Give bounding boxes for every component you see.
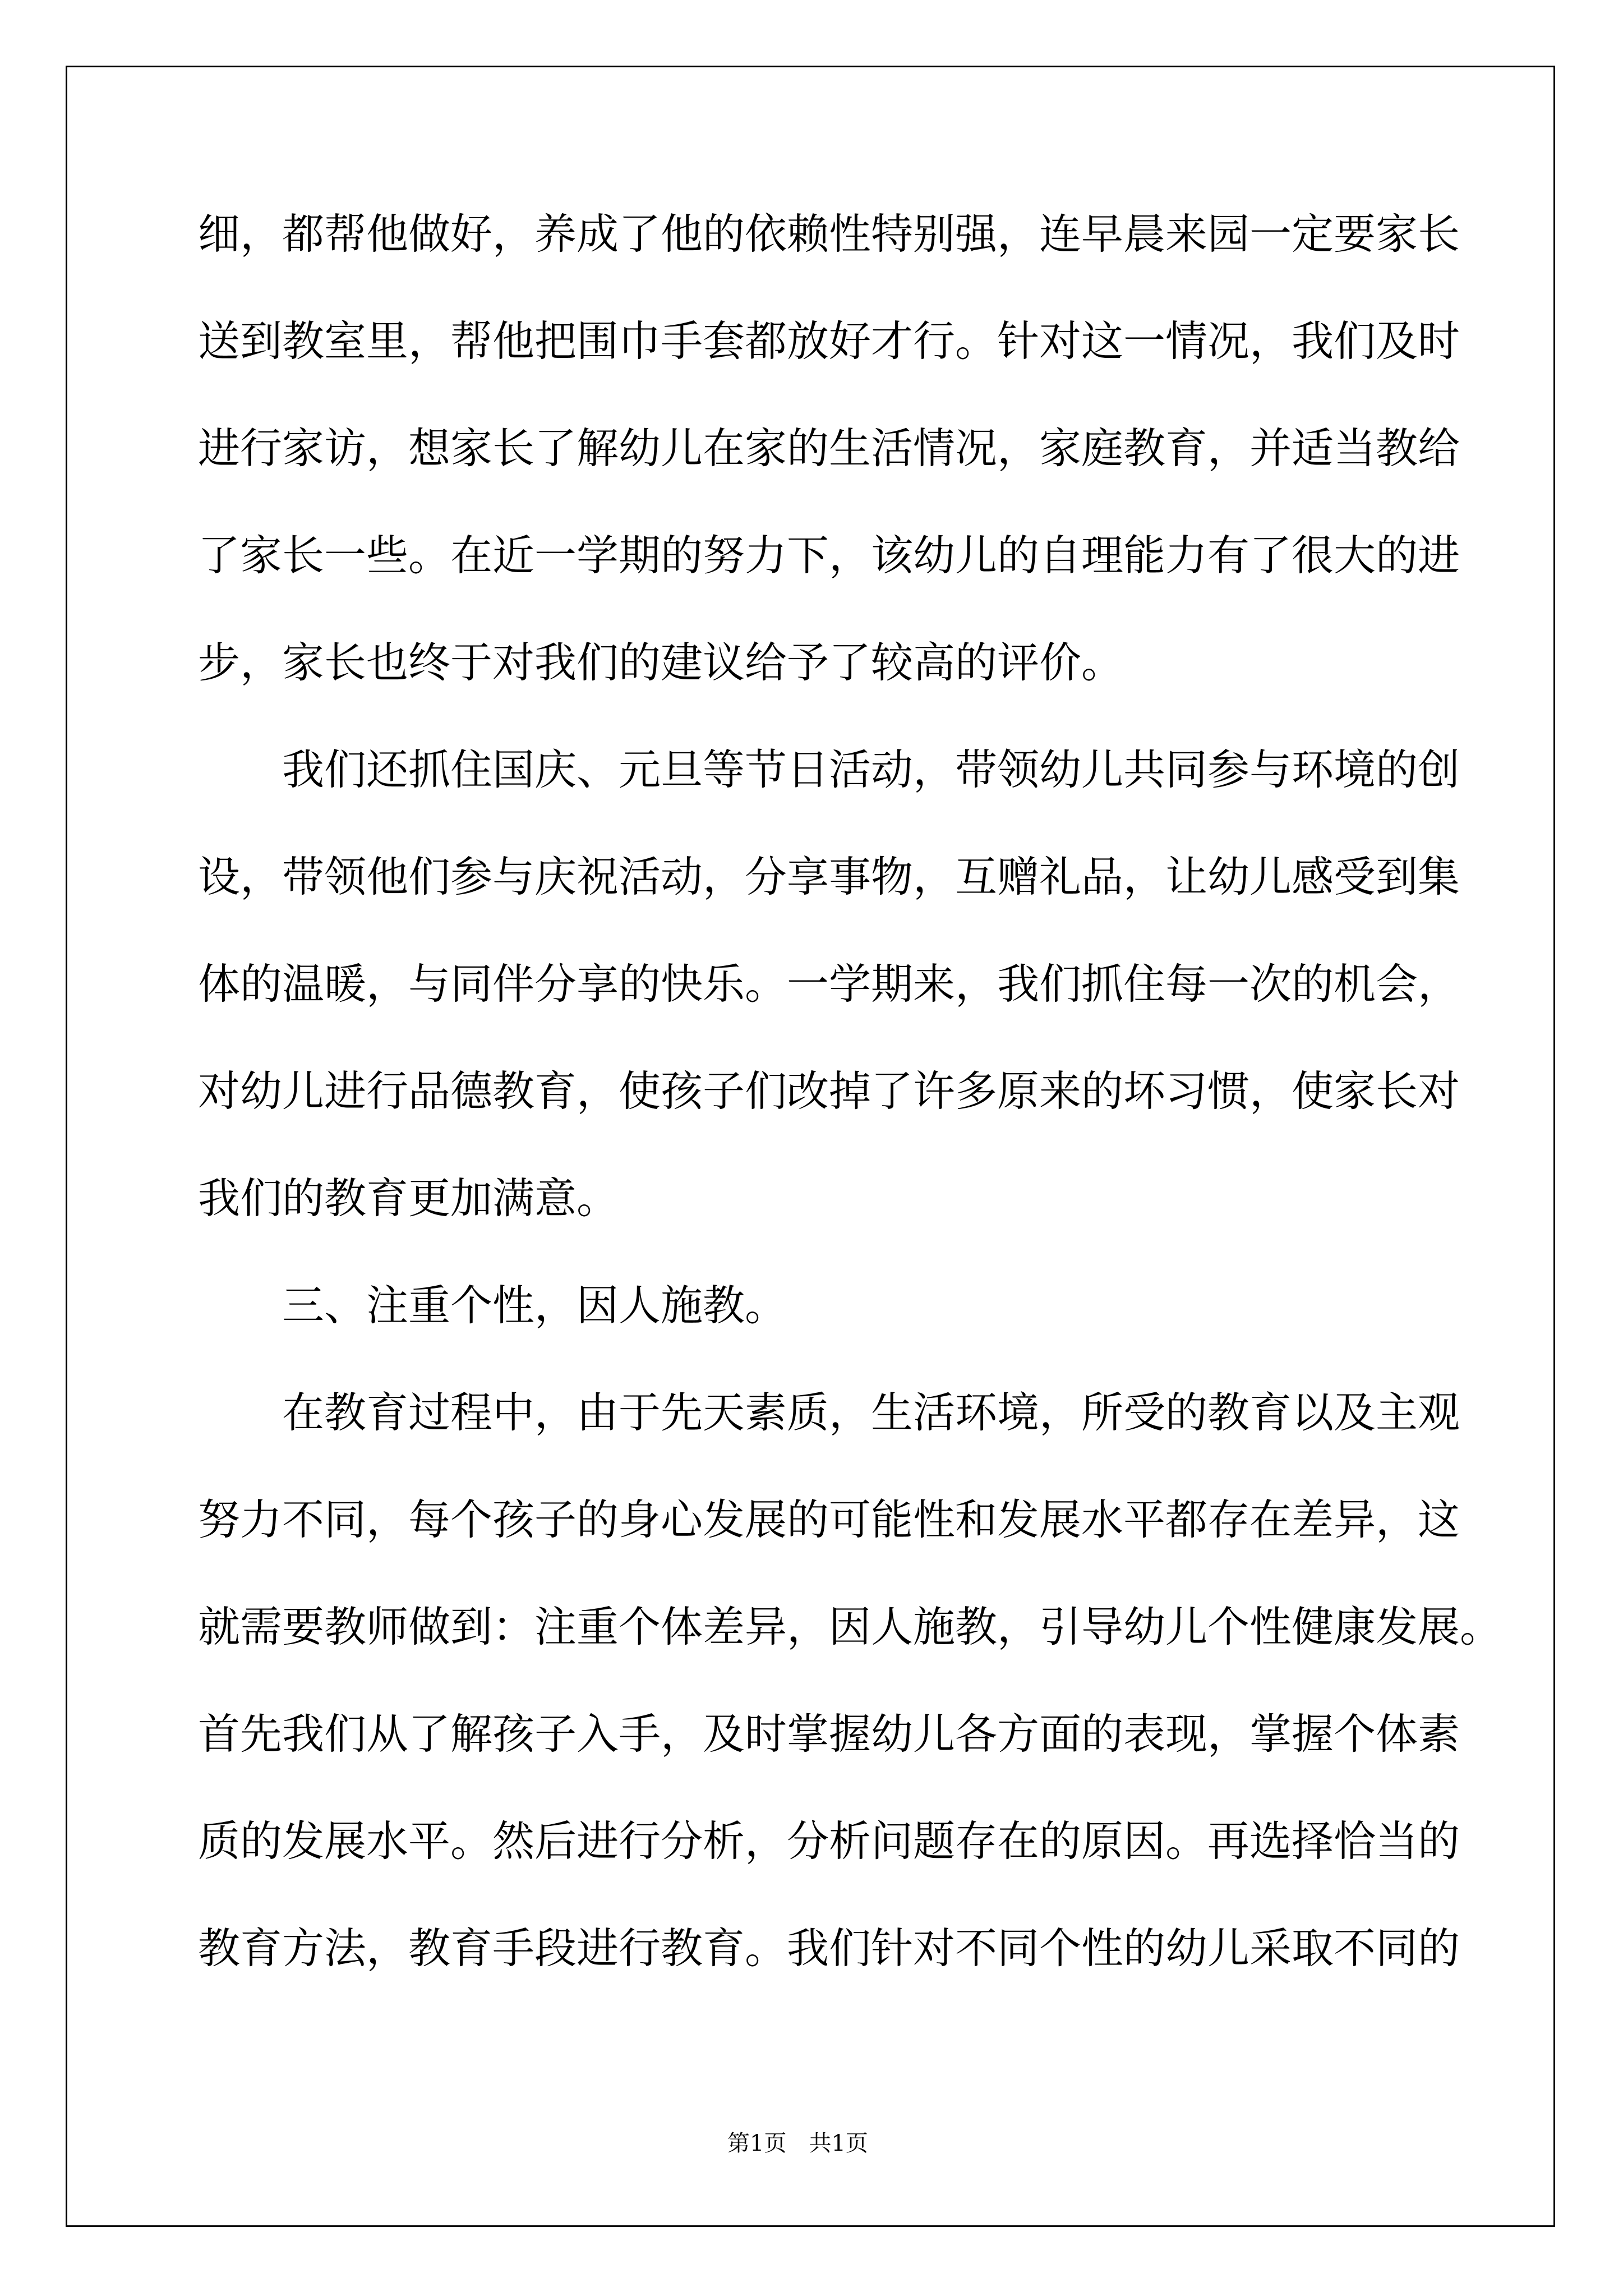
text-line: 了家长一些。在近一学期的努力下，该幼儿的自理能力有了很大的进 xyxy=(198,531,1460,580)
text-line: 体的温暖，与同伴分享的快乐。一学期来，我们抓住每一次的机会， xyxy=(198,959,1460,1009)
text-line: 努力不同，每个孩子的身心发展的可能性和发展水平都存在差异，这 xyxy=(198,1495,1460,1544)
text-line: 质的发展水平。然后进行分析，分析问题存在的原因。再选择恰当的 xyxy=(198,1816,1460,1866)
text-line: 教育方法，教育手段进行教育。我们针对不同个性的幼儿采取不同的 xyxy=(198,1924,1460,1973)
text-line: 送到教室里，帮他把围巾手套都放好才行。针对这一情况，我们及时 xyxy=(198,316,1460,366)
text-line: 进行家访，想家长了解幼儿在家的生活情况，家庭教育，并适当教给 xyxy=(198,424,1460,473)
text-line: 设，带领他们参与庆祝活动，分享事物，互赠礼品，让幼儿感受到集 xyxy=(198,852,1460,901)
text-line: 步，家长也终于对我们的建议给予了较高的评价。 xyxy=(198,638,1124,687)
section-heading: 三、注重个性，因人施教。 xyxy=(198,1281,787,1330)
text-line: 我们还抓住国庆、元旦等节日活动，带领幼儿共同参与环境的创 xyxy=(198,745,1460,794)
text-line: 对幼儿进行品德教育，使孩子们改掉了许多原来的坏习惯，使家长对 xyxy=(198,1066,1460,1116)
page-border xyxy=(66,66,1555,2227)
text-line: 首先我们从了解孩子入手，及时掌握幼儿各方面的表现，掌握个体素 xyxy=(198,1709,1460,1759)
text-line: 细，都帮他做好，养成了他的依赖性特别强，连早晨来园一定要家长 xyxy=(198,209,1460,259)
text-line: 我们的教育更加满意。 xyxy=(198,1174,619,1223)
page-number-footer: 第1页 共1页 xyxy=(727,2131,868,2156)
text-line: 就需要教师做到：注重个体差异，因人施教，引导幼儿个性健康发展。 xyxy=(198,1602,1502,1651)
text-line: 在教育过程中，由于先天素质，生活环境，所受的教育以及主观 xyxy=(198,1388,1460,1437)
